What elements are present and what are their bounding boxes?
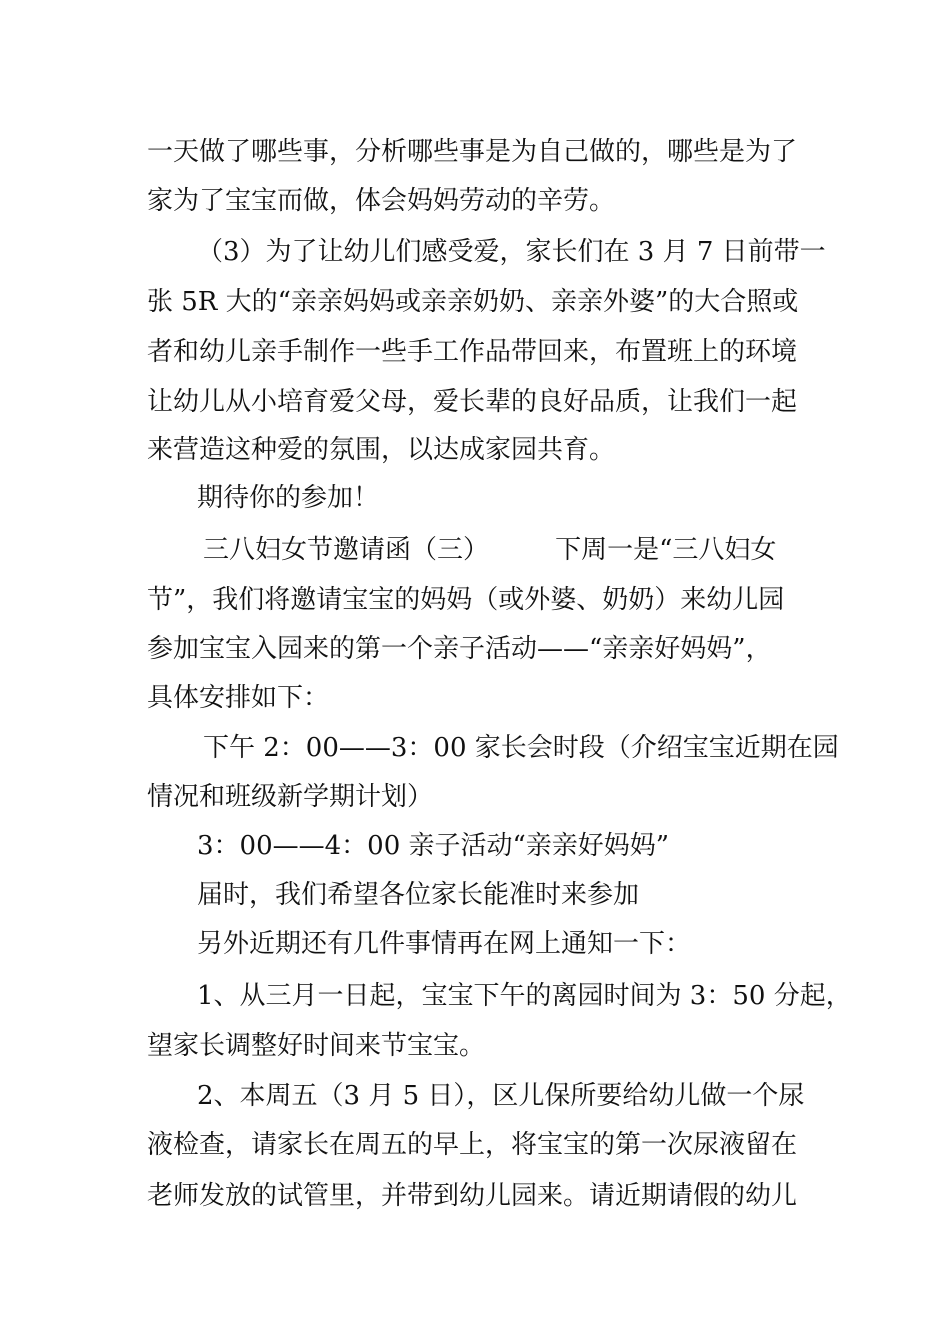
- text-line: 节”，我们将邀请宝宝的妈妈（或外婆、奶奶）来幼儿园: [147, 585, 785, 615]
- text-line: 一天做了哪些事，分析哪些事是为自己做的，哪些是为了: [147, 137, 798, 167]
- text-line: 三八妇女节邀请函（三） 下周一是“三八妇女: [203, 535, 777, 565]
- text-line: 望家长调整好时间来节宝宝。: [147, 1031, 486, 1061]
- text-line: 具体安排如下：: [147, 683, 330, 713]
- text-line: 届时，我们希望各位家长能准时来参加: [197, 880, 640, 910]
- text-line: 2、本周五（3 月 5 日），区儿保所要给幼儿做一个尿: [197, 1081, 805, 1111]
- text-line: 者和幼儿亲手制作一些手工作品带回来，布置班上的环境: [147, 337, 798, 367]
- text-line: 张 5R 大的“亲亲妈妈或亲亲奶奶、亲亲外婆”的大合照或: [147, 287, 799, 317]
- text-line: 1、从三月一日起，宝宝下午的离园时间为 3：50 分起，: [197, 981, 852, 1011]
- text-line: 期待你的参加！: [197, 483, 380, 513]
- text-line: 来营造这种爱的氛围，以达成家园共育。: [147, 435, 616, 465]
- text-line: 液检查，请家长在周五的早上，将宝宝的第一次尿液留在: [147, 1130, 798, 1160]
- text-line: 下午 2：00——3：00 家长会时段（介绍宝宝近期在园: [203, 733, 839, 763]
- text-line: 老师发放的试管里，并带到幼儿园来。请近期请假的幼儿: [147, 1181, 798, 1211]
- text-line: （3）为了让幼儿们感受爱，家长们在 3 月 7 日前带一: [197, 237, 826, 267]
- text-line: 参加宝宝入园来的第一个亲子活动——“亲亲好妈妈”，: [147, 634, 772, 664]
- text-line: 家为了宝宝而做，体会妈妈劳动的辛劳。: [147, 186, 616, 216]
- text-line: 3：00——4：00 亲子活动“亲亲好妈妈”: [197, 831, 670, 861]
- text-line: 让幼儿从小培育爱父母，爱长辈的良好品质，让我们一起: [147, 387, 798, 417]
- text-line: 另外近期还有几件事情再在网上通知一下：: [197, 929, 692, 959]
- text-line: 情况和班级新学期计划）: [147, 782, 434, 812]
